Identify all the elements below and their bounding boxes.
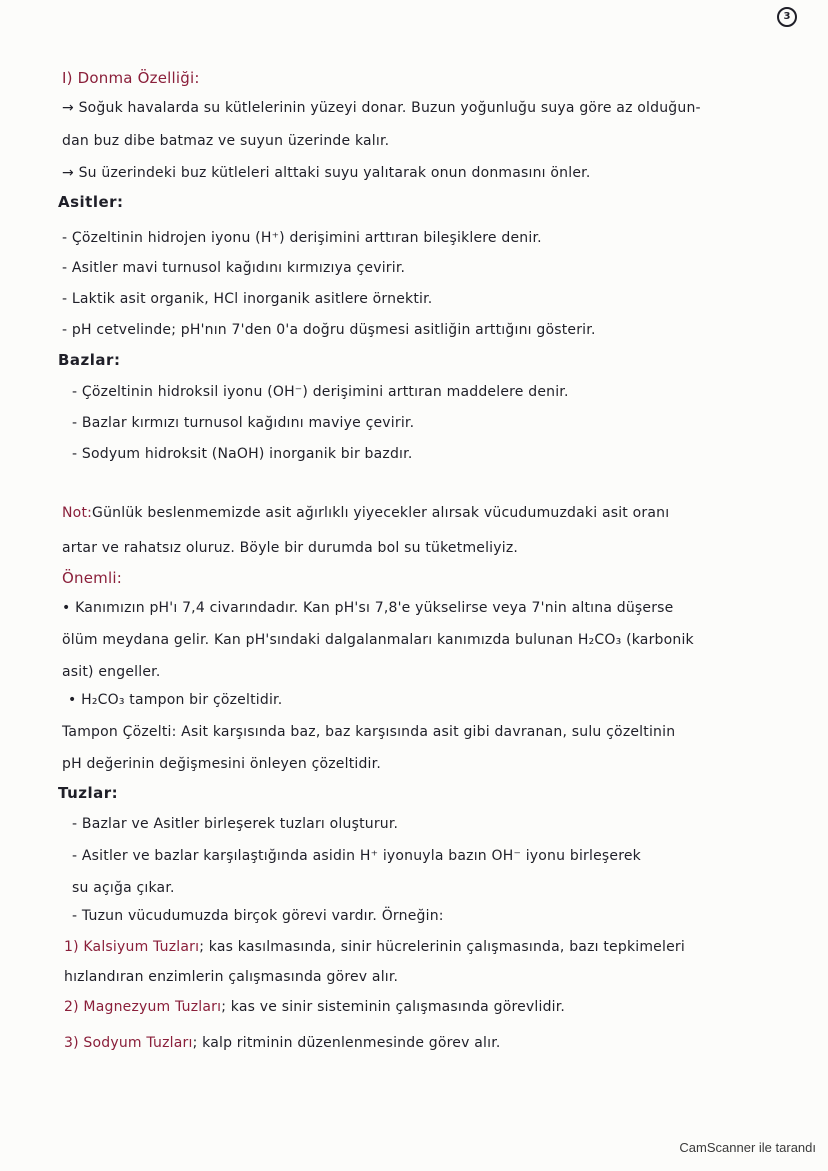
onemli-line-1: • Kanımızın pH'ı 7,4 civarındadır. Kan pH'sı 7,8'e yükselirse veya 7'nin altına düşerse	[62, 600, 674, 616]
tuzlar-example-1	[64, 937, 685, 957]
asitler-line-4: - pH cetvelinde; pH'nın 7'den 0'a doğru düşmesi asitliğin arttığını gösterir.	[62, 322, 596, 338]
bazlar-line-2: - Bazlar kırmızı turnusol kağıdını maviye çevirir.	[72, 415, 415, 431]
section-heading-onemli: Önemli:	[62, 569, 122, 587]
magnezyum-label: 2) Magnezyum Tuzları	[64, 999, 222, 1015]
section-heading-asitler: Asitler:	[58, 193, 124, 211]
page-number-badge: 3	[777, 7, 797, 27]
tampon-line-1	[62, 722, 675, 742]
tuzlar-line-4: - Tuzun vücudumuzda birçok görevi vardır. Örneğin:	[72, 908, 444, 924]
donma-line-1: → Soğuk havalarda su kütlelerinin yüzeyi donar. Buzun yoğunluğu suya göre az olduğun-	[62, 100, 701, 116]
bazlar-line-3: - Sodyum hidroksit (NaOH) inorganik bir bazdır.	[72, 446, 413, 462]
magnezyum-text: ; kas ve sinir sisteminin çalışmasında görevlidir.	[221, 999, 566, 1015]
tuzlar-line-2: - Asitler ve bazlar karşılaştığında asidin H⁺ iyonuyla bazın OH⁻ iyonu birleşerek	[72, 848, 641, 864]
donma-line-2: dan buz dibe batmaz ve suyun üzerinde kalır.	[62, 133, 390, 149]
tuzlar-line-1: - Bazlar ve Asitler birleşerek tuzları oluşturur.	[72, 816, 399, 832]
section-heading-donma: I) Donma Özelliği:	[62, 69, 200, 87]
onemli-line-3: asit) engeller.	[62, 664, 161, 680]
onemli-line-2: ölüm meydana gelir. Kan pH'sındaki dalgalanmaları kanımızda bulunan H₂CO₃ (karbonik	[62, 632, 694, 648]
bazlar-line-1: - Çözeltinin hidroksil iyonu (OH⁻) derişimini arttıran maddelere denir.	[72, 384, 569, 400]
not-label: Not:	[62, 505, 93, 521]
tuzlar-example-2	[64, 997, 565, 1017]
kalsiyum-label: 1) Kalsiyum Tuzları	[64, 939, 200, 955]
section-heading-tuzlar: Tuzlar:	[58, 784, 119, 802]
tuzlar-example-3	[64, 1033, 501, 1053]
asitler-line-3: - Laktik asit organik, HCl inorganik asitlere örnektir.	[62, 291, 433, 307]
asitler-line-1: - Çözeltinin hidrojen iyonu (H⁺) derişimini arttıran bileşiklere denir.	[62, 230, 542, 246]
camscanner-footer: CamScanner ile tarandı	[679, 1140, 816, 1155]
not-text-1: Günlük beslenmemizde asit ağırlıklı yiyecekler alırsak vücudumuzdaki asit oranı	[92, 505, 670, 521]
donma-line-3: → Su üzerindeki buz kütleleri alttaki suyu yalıtarak onun donmasını önler.	[62, 165, 591, 181]
asitler-line-2: - Asitler mavi turnusol kağıdını kırmızıya çevirir.	[62, 260, 406, 276]
tampon-line-2: pH değerinin değişmesini önleyen çözeltidir.	[62, 756, 381, 772]
not-line-2: artar ve rahatsız oluruz. Böyle bir durumda bol su tüketmeliyiz.	[62, 540, 519, 556]
section-heading-bazlar: Bazlar:	[58, 351, 121, 369]
kalsiyum-text: ; kas kasılmasında, sinir hücrelerinin çalışmasında, bazı tepkimeleri	[199, 939, 685, 955]
tuzlar-example-1-cont: hızlandıran enzimlerin çalışmasında görev alır.	[64, 969, 399, 985]
sodyum-label: 3) Sodyum Tuzları	[64, 1035, 193, 1051]
tampon-text-1: Asit karşısında baz, baz karşısında asit gibi davranan, sulu çözeltinin	[181, 724, 676, 740]
onemli-line-4: • H₂CO₃ tampon bir çözeltidir.	[68, 692, 283, 708]
tuzlar-line-3: su açığa çıkar.	[72, 880, 175, 896]
not-line-1	[62, 503, 669, 523]
sodyum-text: ; kalp ritminin düzenlenmesinde görev alır.	[192, 1035, 501, 1051]
tampon-label: Tampon Çözelti:	[62, 724, 177, 740]
